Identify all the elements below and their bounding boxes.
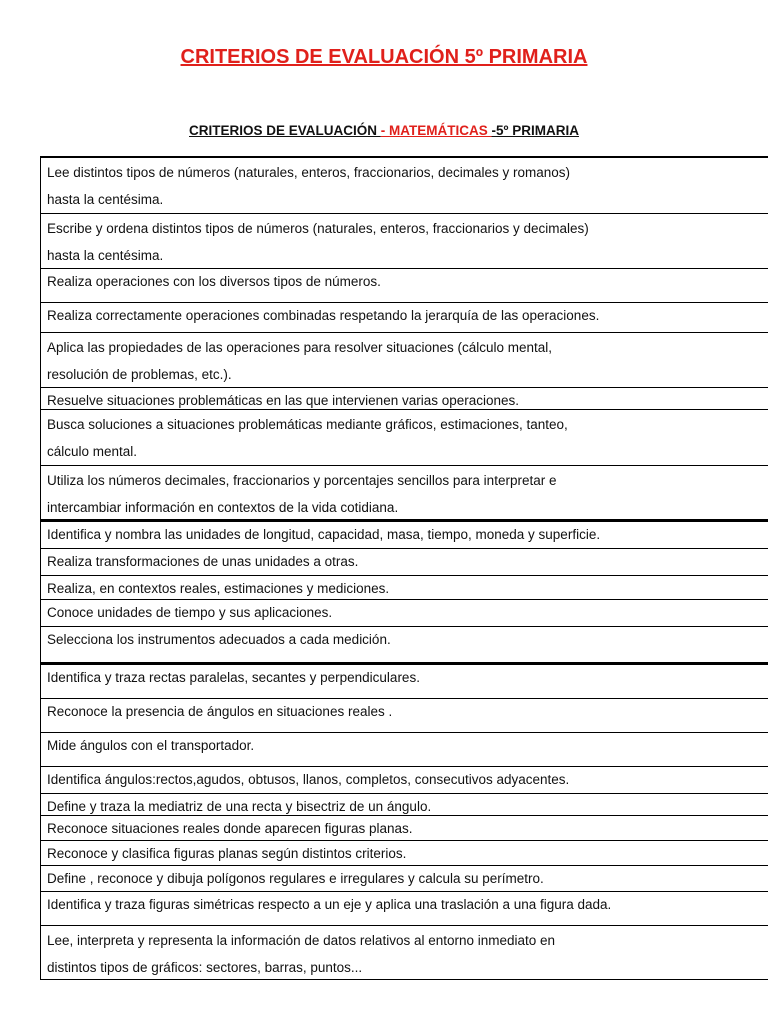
criteria-row [41, 576, 768, 600]
criteria-text: Selecciona los instrumentos adecuados a cada medición. [47, 632, 391, 647]
criteria-text: Conoce unidades de tiempo y sus aplicaciones. [47, 605, 333, 620]
document-title: CRITERIOS DE EVALUACIÓN 5º PRIMARIA [180, 46, 588, 68]
criteria-row [41, 269, 768, 303]
criteria-text: Utiliza los números decimales, fraccionarios y porcentajes sencillos para interpretar e [47, 473, 557, 488]
criteria-row [41, 866, 768, 892]
criteria-text: Identifica y traza rectas paralelas, secantes y perpendiculares. [47, 670, 420, 685]
criteria-row [41, 767, 768, 794]
criteria-row [41, 303, 768, 333]
criteria-text: Define , reconoce y dibuja polígonos regulares e irregulares y calcula su perímetro. [47, 871, 544, 886]
criteria-row [41, 549, 768, 576]
criteria-row [41, 841, 768, 866]
criteria-row [41, 522, 768, 549]
criteria-text: Realiza correctamente operaciones combinadas respetando la jerarquía de las operaciones. [47, 308, 600, 323]
criteria-text: Define y traza la mediatriz de una recta y bisectriz de un ángulo. [47, 799, 432, 814]
criteria-text: intercambiar información en contextos de la vida cotidiana. [47, 500, 399, 515]
section-subtitle [0, 123, 768, 138]
criteria-text: Mide ángulos con el transportador. [47, 738, 255, 753]
subtitle-prefix: CRITERIOS DE EVALUACIÓN [189, 123, 381, 138]
criteria-text: hasta la centésima. [47, 192, 164, 207]
criteria-text: hasta la centésima. [47, 248, 164, 263]
criteria-text: Reconoce situaciones reales donde aparecen figuras planas. [47, 821, 413, 836]
criteria-row [41, 410, 768, 466]
criteria-text: Busca soluciones a situaciones problemáticas mediante gráficos, estimaciones, tanteo, [47, 417, 568, 432]
criteria-text: Identifica ángulos:rectos,agudos, obtusos, llanos, completos, consecutivos adyacentes. [47, 772, 570, 787]
criteria-row [41, 733, 768, 767]
criteria-text: Realiza, en contextos reales, estimaciones y mediciones. [47, 581, 390, 596]
criteria-row [41, 333, 768, 388]
criteria-text: Lee distintos tipos de números (naturales, enteros, fraccionarios, decimales y romanos) [47, 165, 570, 180]
criteria-text: Resuelve situaciones problemáticas en las que intervienen varias operaciones. [47, 393, 520, 408]
criteria-text: distintos tipos de gráficos: sectores, barras, puntos... [47, 960, 363, 975]
criteria-row [41, 627, 768, 665]
criteria-text: Identifica y nombra las unidades de longitud, capacidad, masa, tiempo, moneda y superficie. [47, 527, 601, 542]
criteria-text: Realiza transformaciones de unas unidades a otras. [47, 554, 359, 569]
criteria-row [41, 816, 768, 841]
criteria-row [41, 926, 768, 980]
subtitle-subject: MATEMÁTICAS [389, 123, 492, 138]
criteria-row [41, 699, 768, 733]
subtitle-dash: - [380, 123, 390, 138]
criteria-text: Escribe y ordena distintos tipos de números (naturales, enteros, fraccionarios y decimales) [47, 221, 589, 236]
criteria-row [41, 665, 768, 699]
criteria-row [41, 214, 768, 269]
criteria-text: Aplica las propiedades de las operaciones para resolver situaciones (cálculo mental, [47, 340, 553, 355]
subtitle-suffix: -5º PRIMARIA [491, 123, 579, 138]
criteria-row [41, 892, 768, 926]
criteria-row [41, 600, 768, 627]
criteria-text: Lee, interpreta y representa la información de datos relativos al entorno inmediato en [47, 933, 556, 948]
criteria-text: Reconoce la presencia de ángulos en situaciones reales . [47, 704, 393, 719]
criteria-table [40, 156, 768, 980]
criteria-row [41, 388, 768, 410]
criteria-text: cálculo mental. [47, 444, 138, 459]
criteria-text: Identifica y traza figuras simétricas respecto a un eje y aplica una traslación a una figura dada. [47, 897, 612, 912]
criteria-text: Realiza operaciones con los diversos tipos de números. [47, 274, 381, 289]
criteria-row [41, 466, 768, 522]
criteria-text: Reconoce y clasifica figuras planas según distintos criterios. [47, 846, 407, 861]
criteria-row [41, 158, 768, 214]
criteria-text: resolución de problemas, etc.). [47, 367, 232, 382]
criteria-row [41, 794, 768, 816]
